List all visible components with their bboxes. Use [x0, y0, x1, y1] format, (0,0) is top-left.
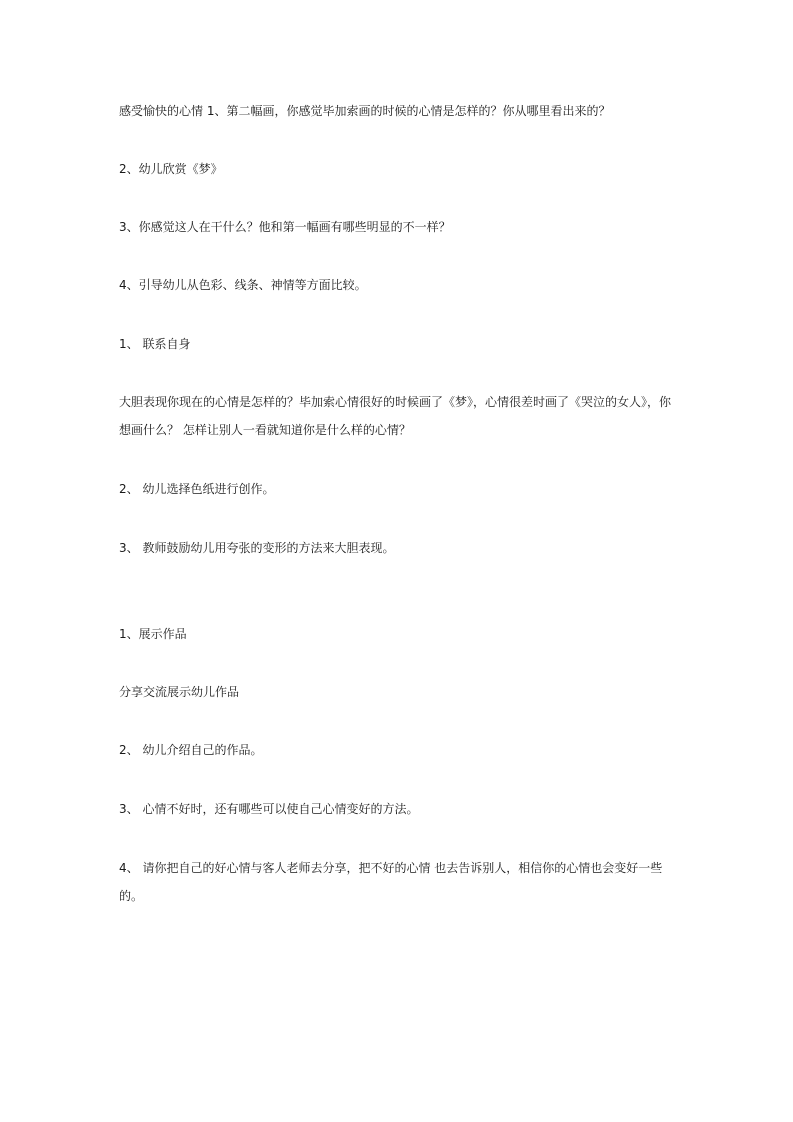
paragraph-guide-compare: 4、引导幼儿从色彩、线条、神情等方面比较。 — [119, 278, 367, 292]
paragraph-show-works: 1、展示作品 — [119, 627, 187, 641]
paragraph-share-works: 分享交流展示幼儿作品 — [119, 685, 240, 699]
paragraph-teacher-encourage: 3、 教师鼓励幼儿用夸张的变形的方法来大胆表现。 — [119, 541, 395, 555]
paragraph-introduce-works: 2、 幼儿介绍自己的作品。 — [119, 743, 263, 757]
paragraph-comparison-intro: 感受愉快的心情 1、第二幅画，你感觉毕加索画的时候的心情是怎样的？你从哪里看出来的？ — [119, 104, 611, 118]
paragraph-express-mood: 大胆表现你现在的心情是怎样的？毕加索心情很好的时候画了《梦》，心情很差时画了《哭泣的女人》，你想画什么？ 怎样让别人一看就知道你是什么样的心情？ — [119, 395, 672, 437]
paragraph-question-difference: 3、你感觉这人在干什么？他和第一幅画有哪些明显的不一样？ — [119, 220, 451, 234]
paragraph-connect-self: 1、 联系自身 — [119, 337, 191, 351]
paragraph-choose-paper: 2、 幼儿选择色纸进行创作。 — [119, 482, 275, 496]
paragraph-improve-mood: 3、 心情不好时，还有哪些可以使自己心情变好的方法。 — [119, 802, 419, 816]
paragraph-share-mood: 4、 请你把自己的好心情与客人老师去分享，把不好的心情 也去告诉别人，相信你的心情也会变好一些的。 — [119, 861, 663, 903]
paragraph-appreciate-dream: 2、幼儿欣赏《梦》 — [119, 162, 223, 176]
